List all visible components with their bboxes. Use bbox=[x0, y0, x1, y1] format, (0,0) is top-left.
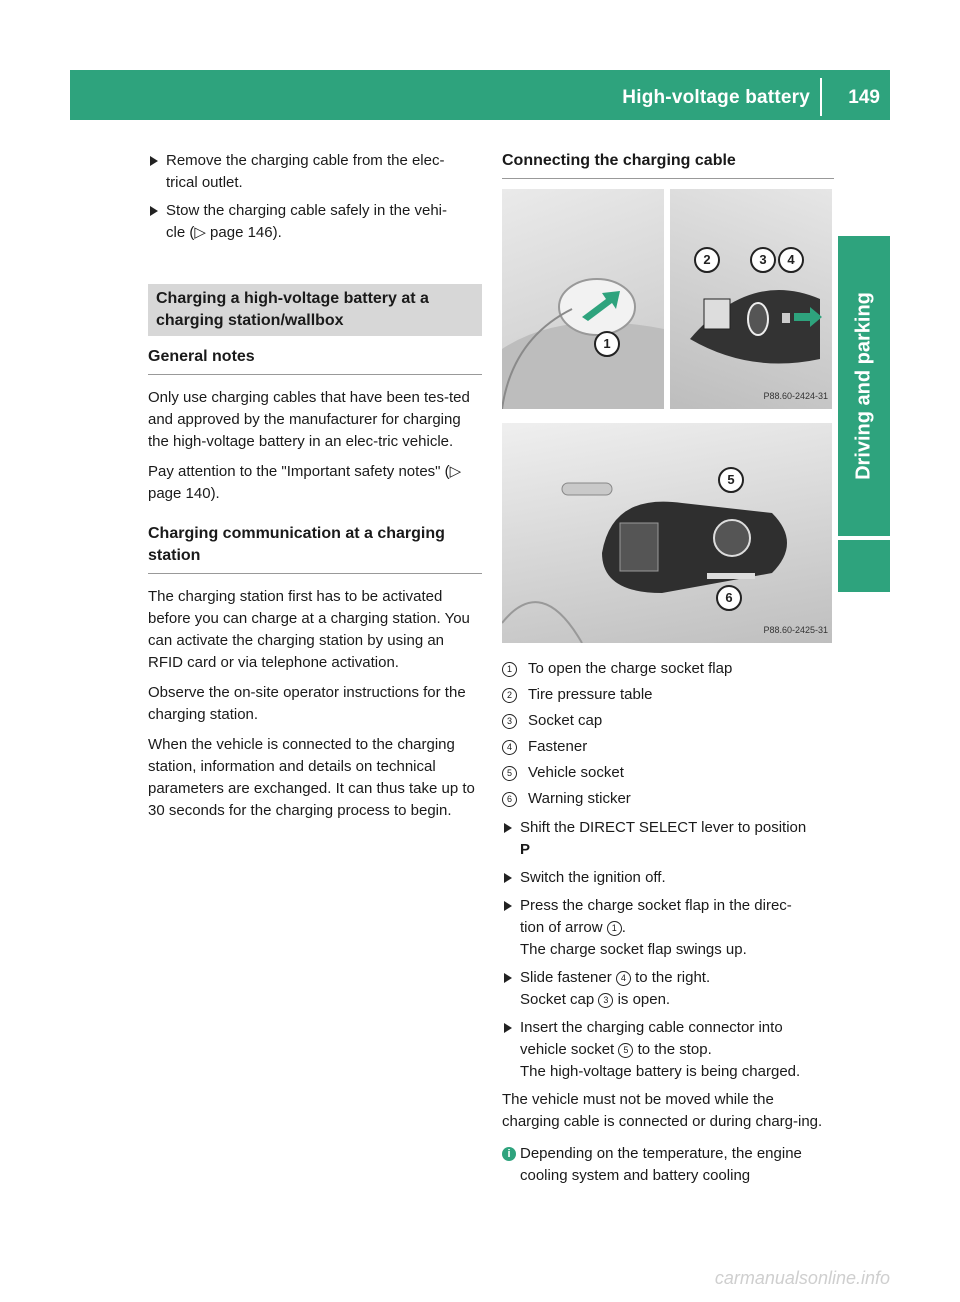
step-text: Stow the charging cable safely in the vehi- bbox=[166, 202, 447, 219]
legend-item bbox=[502, 761, 834, 785]
inline-ref-3: 3 bbox=[598, 993, 613, 1008]
callout-5: 5 bbox=[718, 467, 744, 493]
chapter-side-tab bbox=[838, 236, 890, 536]
instruction-step bbox=[148, 150, 482, 194]
legend-item bbox=[502, 735, 834, 759]
legend-number: 5 bbox=[502, 766, 517, 781]
left-column bbox=[148, 150, 482, 830]
watermark: carmanualsonline.info bbox=[714, 1268, 890, 1288]
legend-number: 3 bbox=[502, 714, 517, 729]
open-flap-illustration bbox=[670, 189, 832, 409]
legend-number: 6 bbox=[502, 792, 517, 807]
step-text: vehicle socket bbox=[520, 1041, 615, 1058]
info-icon: i bbox=[502, 1147, 516, 1161]
paragraph: Observe the on-site operator instructions for the charging station. bbox=[148, 684, 466, 723]
step-text: Switch the ignition off. bbox=[520, 869, 666, 886]
chapter-marker bbox=[838, 540, 890, 592]
step-text: tion of arrow bbox=[520, 919, 603, 936]
page-header-title: High-voltage battery bbox=[622, 87, 810, 108]
step-text: Slide fastener bbox=[520, 969, 612, 986]
callout-4: 4 bbox=[778, 247, 804, 273]
callout-2: 2 bbox=[694, 247, 720, 273]
callout-3: 3 bbox=[750, 247, 776, 273]
section-title-line: charging station/wallbox bbox=[156, 312, 344, 329]
paragraph: Pay attention to the "Important safety notes" (▷ page 140). bbox=[148, 463, 462, 502]
step-result: Socket cap bbox=[520, 991, 595, 1008]
legend-item bbox=[502, 709, 834, 733]
chapter-label: Driving and parking bbox=[852, 292, 875, 480]
step-result: The high-voltage battery is being charged. bbox=[520, 1063, 801, 1080]
legend-text: Socket cap bbox=[528, 712, 603, 729]
step-text: Press the charge socket flap in the direc- bbox=[520, 897, 792, 914]
info-note bbox=[502, 1143, 834, 1187]
header-separator bbox=[820, 78, 822, 116]
connecting-cable-heading: Connecting the charging cable bbox=[502, 150, 834, 179]
inline-ref-5: 5 bbox=[618, 1043, 633, 1058]
vehicle-socket-photo bbox=[502, 423, 832, 643]
legend-number: 1 bbox=[502, 662, 517, 677]
instruction-step bbox=[502, 967, 834, 1011]
legend-number: 2 bbox=[502, 688, 517, 703]
callout-1: 1 bbox=[594, 331, 620, 357]
callout-6: 6 bbox=[716, 585, 742, 611]
socket-illustration bbox=[502, 423, 832, 643]
instruction-step bbox=[502, 817, 834, 861]
legend-text: Warning sticker bbox=[528, 790, 631, 807]
figure-code: P88.60-2424-31 bbox=[763, 391, 828, 401]
section-title bbox=[148, 284, 482, 336]
steps-list bbox=[502, 817, 834, 1083]
charge-flap-closed-photo bbox=[502, 189, 664, 409]
legend-item bbox=[502, 787, 834, 811]
legend-text: To open the charge socket flap bbox=[528, 660, 733, 677]
step-text: to the stop. bbox=[637, 1041, 712, 1058]
legend-text: Fastener bbox=[528, 738, 588, 755]
step-text: trical outlet. bbox=[166, 174, 243, 191]
step-text: to the right. bbox=[635, 969, 711, 986]
charge-flap-open-photo bbox=[670, 189, 832, 409]
legend-list bbox=[502, 657, 834, 811]
inline-ref-1: 1 bbox=[607, 921, 622, 936]
info-text: Depending on the temperature, the engine cooling system and battery cooling bbox=[520, 1145, 802, 1184]
page-number: 149 bbox=[848, 87, 880, 108]
paragraph: The charging station first has to be activated before you can charge at a charging station. You can activate the charging station by using an RFID card or via telephone activation. bbox=[148, 588, 470, 671]
instruction-step: Press the charge socket flap in the direc- tion of arrow 1 . The charge socket flap swings up. bbox=[502, 895, 834, 961]
instruction-step bbox=[502, 867, 834, 889]
gear-position: P bbox=[520, 841, 531, 858]
instruction-step bbox=[148, 200, 482, 244]
inline-ref-4: 4 bbox=[616, 971, 631, 986]
instruction-step bbox=[502, 1017, 834, 1083]
step-text: Shift the DIRECT SELECT lever to position bbox=[520, 819, 807, 836]
step-text: Insert the charging cable connector into bbox=[520, 1019, 783, 1036]
paragraph: The vehicle must not be moved while the charging cable is connected or during charg-ing. bbox=[502, 1091, 823, 1130]
car-flap-illustration bbox=[502, 189, 664, 409]
step-text: Remove the charging cable from the elec- bbox=[166, 152, 445, 169]
right-column bbox=[502, 150, 834, 1187]
header-bar bbox=[70, 70, 890, 120]
legend-text: Tire pressure table bbox=[528, 686, 653, 703]
figure-code: P88.60-2425-31 bbox=[763, 625, 828, 635]
step-text: cle (▷ page 146). bbox=[166, 224, 282, 241]
legend-number: 4 bbox=[502, 740, 517, 755]
paragraph: When the vehicle is connected to the charging station, information and details on technical parameters are exchanged. It can thus take up to 30 seconds for the charging process to begin. bbox=[148, 736, 475, 819]
legend-text: Vehicle socket bbox=[528, 764, 624, 781]
step-result: is open. bbox=[617, 991, 671, 1008]
legend-item bbox=[502, 683, 834, 707]
general-notes-heading: General notes bbox=[148, 346, 482, 375]
figure-top bbox=[502, 189, 834, 409]
section-title-line: Charging a high-voltage battery at a bbox=[156, 290, 429, 307]
step-result: The charge socket flap swings up. bbox=[520, 941, 747, 958]
paragraph: Only use charging cables that have been tes-ted and approved by the manufacturer for charging the high-voltage battery in an elec-tric vehicle. bbox=[148, 389, 470, 450]
legend-item bbox=[502, 657, 834, 681]
charging-communication-heading: Charging communication at a charging station bbox=[148, 523, 482, 574]
